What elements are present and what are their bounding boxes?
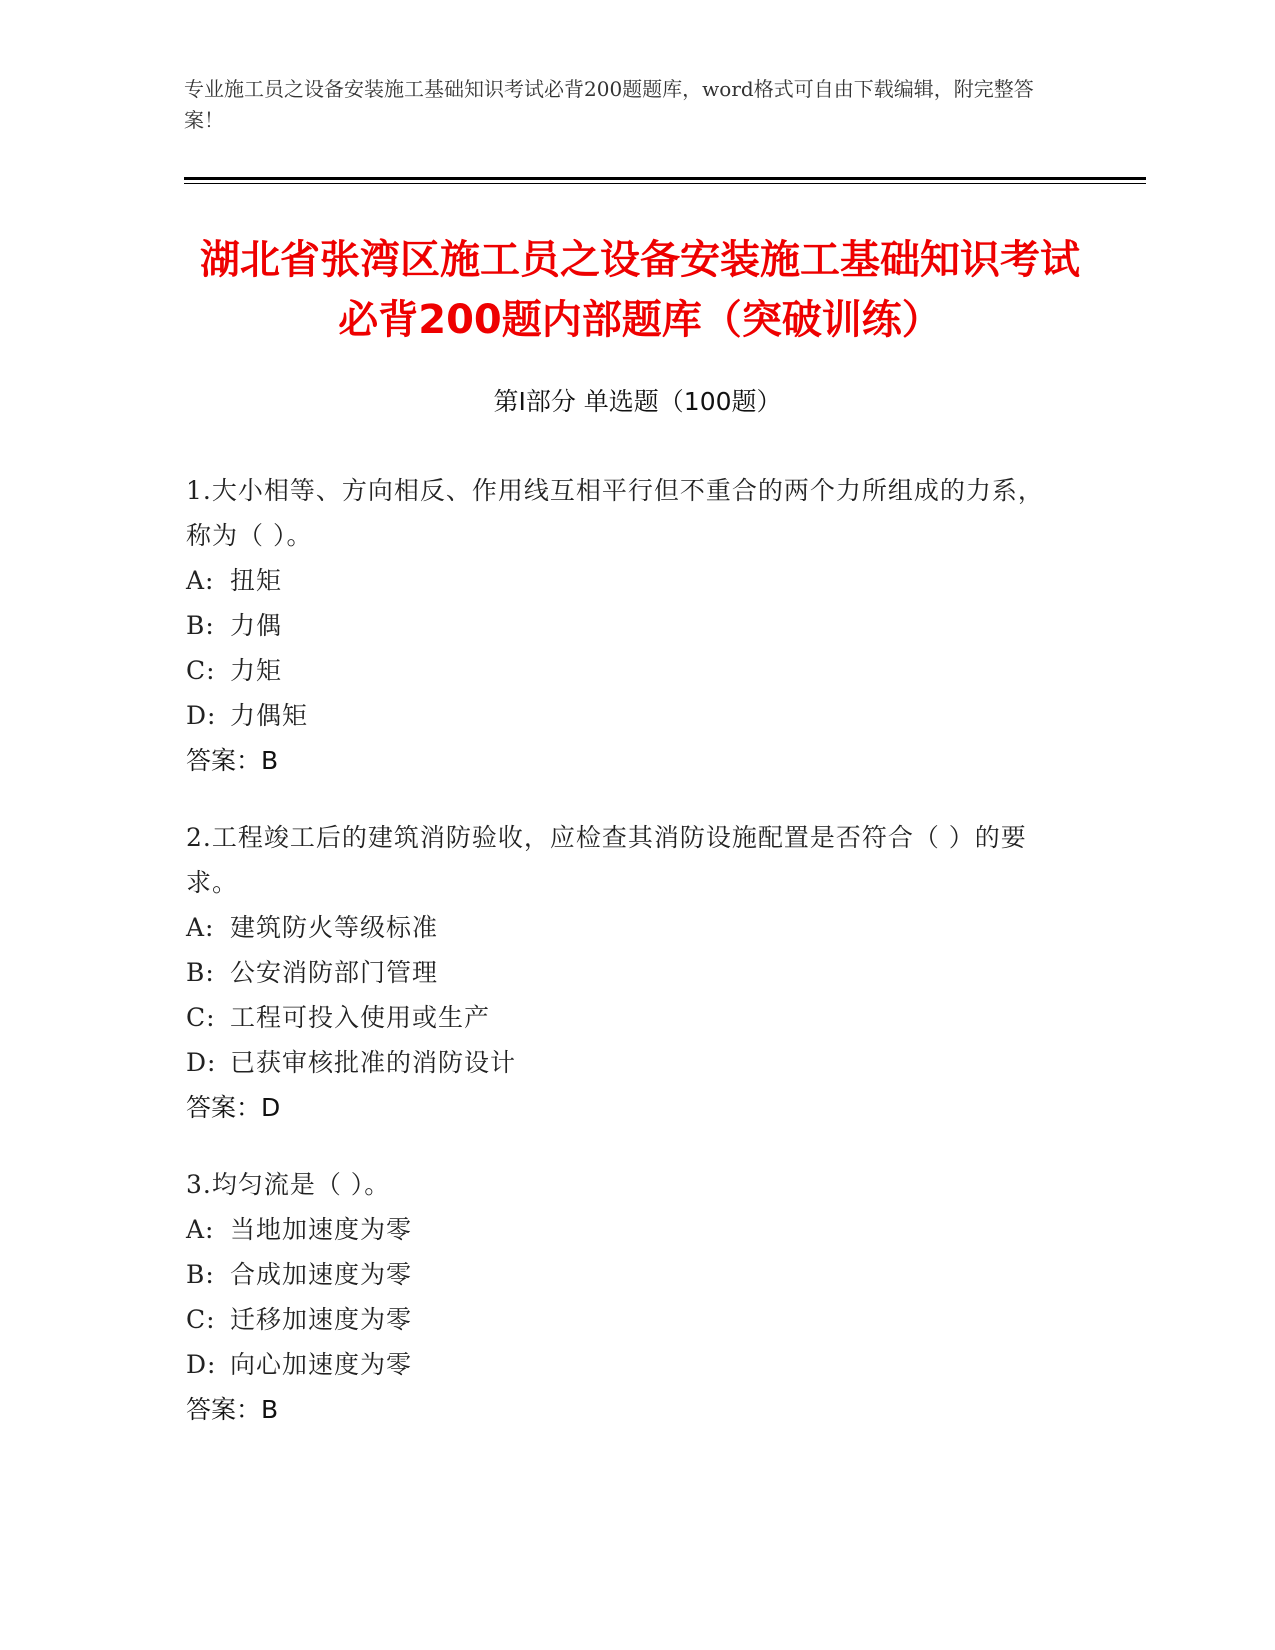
- option-text: 迁移加速度为零: [230, 1305, 413, 1334]
- section-title: 第Ⅰ部分 单选题（100题）: [493, 387, 782, 416]
- question-list: [186, 468, 1066, 1464]
- option-text: 当地加速度为零: [230, 1215, 413, 1244]
- option-text: 合成加速度为零: [230, 1260, 413, 1289]
- option-text: 已获审核批准的消防设计: [230, 1048, 517, 1077]
- option-text: 力偶矩: [230, 701, 309, 730]
- option-key: C:: [186, 1003, 216, 1032]
- option-text: 公安消防部门管理: [230, 958, 439, 987]
- question-1: [186, 468, 1066, 783]
- option-key: B:: [186, 611, 215, 640]
- option-c: [186, 995, 1066, 1040]
- option-text: 力矩: [230, 656, 283, 685]
- option-d: [186, 693, 1066, 738]
- option-a: [186, 905, 1066, 950]
- header-note: 专业施工员之设备安装施工基础知识考试必背200题题库，word格式可自由下载编辑，附完整答案！: [184, 77, 1034, 132]
- option-key: A:: [186, 566, 215, 595]
- option-d: [186, 1040, 1066, 1085]
- header-rule-thin: [184, 183, 1146, 184]
- answer: 答案：B: [186, 1395, 279, 1424]
- option-text: 向心加速度为零: [230, 1350, 413, 1379]
- option-a: [186, 1207, 1066, 1252]
- option-text: 工程可投入使用或生产: [230, 1003, 491, 1032]
- option-b: [186, 1252, 1066, 1297]
- option-key: D:: [186, 1048, 217, 1077]
- option-key: A:: [186, 1215, 215, 1244]
- document-title: 湖北省张湾区施工员之设备安装施工基础知识考试必背200题内部题库（突破训练）: [200, 237, 1080, 343]
- question-stem: 1.大小相等、方向相反、作用线互相平行但不重合的两个力所组成的力系，称为（ ）。: [186, 476, 1044, 550]
- option-key: B:: [186, 958, 215, 987]
- option-a: [186, 558, 1066, 603]
- option-text: 建筑防火等级标准: [230, 913, 439, 942]
- option-text: 扭矩: [230, 566, 283, 595]
- option-b: [186, 603, 1066, 648]
- option-key: C:: [186, 1305, 216, 1334]
- answer: 答案：D: [186, 1093, 281, 1122]
- option-text: 力偶: [230, 611, 283, 640]
- option-c: [186, 1297, 1066, 1342]
- question-2: [186, 815, 1066, 1130]
- option-d: [186, 1342, 1066, 1387]
- option-key: C:: [186, 656, 216, 685]
- option-key: B:: [186, 1260, 215, 1289]
- question-stem: 2.工程竣工后的建筑消防验收，应检查其消防设施配置是否符合（ ）的要求。: [186, 823, 1027, 897]
- option-key: A:: [186, 913, 215, 942]
- option-c: [186, 648, 1066, 693]
- question-3: [186, 1162, 1066, 1432]
- question-stem: 3.均匀流是（ ）。: [186, 1170, 391, 1199]
- answer: 答案：B: [186, 746, 279, 775]
- header-rule-thick: [184, 177, 1146, 180]
- option-key: D:: [186, 701, 217, 730]
- option-b: [186, 950, 1066, 995]
- option-key: D:: [186, 1350, 217, 1379]
